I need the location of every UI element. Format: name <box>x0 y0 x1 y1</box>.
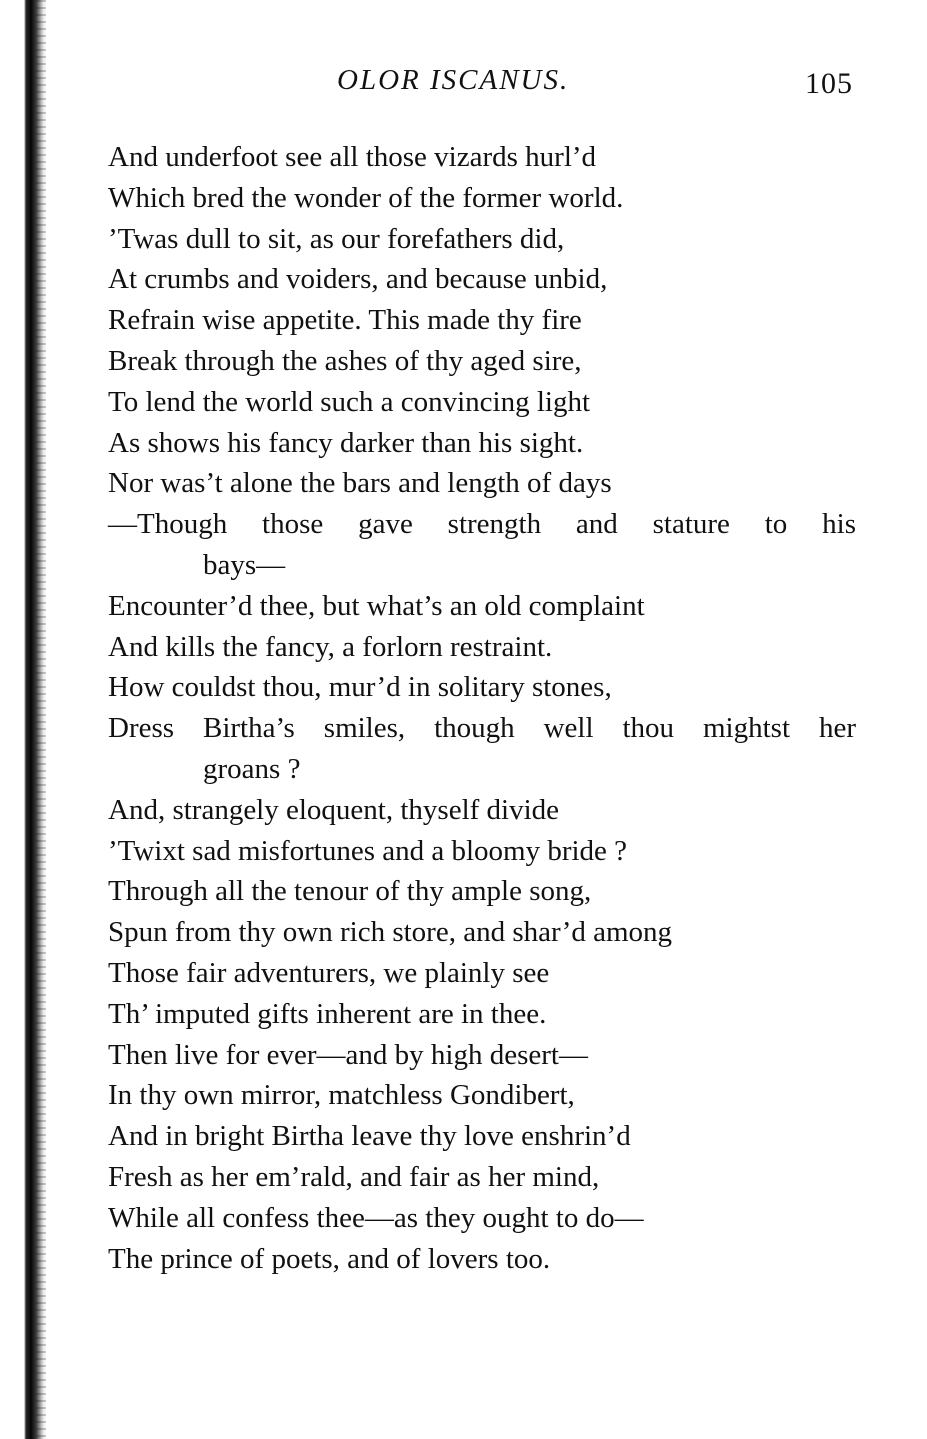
poem-line-runover: groans ? <box>203 752 301 785</box>
poem-line: And underfoot see all those vizards hurl’d <box>108 141 597 173</box>
poem-line: And in bright Birtha leave thy love enshrin’d <box>108 1120 631 1153</box>
running-head <box>0 62 927 102</box>
poem-line: To lend the world such a convincing light <box>108 385 591 418</box>
poem-line: Those fair adventurers, we plainly see <box>108 956 550 989</box>
poem-line: Which bred the wonder of the former world. <box>108 181 624 214</box>
poem-line: As shows his fancy darker than his sight. <box>108 426 584 459</box>
poem-line: Encounter’d thee, but what’s an old complaint <box>108 589 645 622</box>
poem-line: The prince of poets, and of lovers too. <box>108 1242 551 1275</box>
poem-line: ’Twas dull to sit, as our forefathers did, <box>108 222 565 255</box>
poem-line: Break through the ashes of thy aged sire, <box>108 344 582 377</box>
poem-line: At crumbs and voiders, and because unbid, <box>108 263 608 296</box>
poem-line: Through all the tenour of thy ample song, <box>108 875 592 908</box>
poem-line: Dress Birtha’s smiles, though well thou mightst her <box>108 712 856 745</box>
poem-line: Then live for ever—and by high desert— <box>108 1038 588 1071</box>
poem-line: How couldst thou, mur’d in solitary stones, <box>108 671 612 704</box>
poem-line: Refrain wise appetite. This made thy fire <box>108 304 582 337</box>
poem-line: ’Twixt sad misfortunes and a bloomy bride ? <box>108 834 628 867</box>
poem-line: And kills the fancy, a forlorn restraint. <box>108 630 553 663</box>
poem-text <box>108 137 868 1279</box>
poem-line: Nor was’t alone the bars and length of days <box>108 467 612 500</box>
poem-line: In thy own mirror, matchless Gondibert, <box>108 1079 575 1112</box>
poem-line: And, strangely eloquent, thyself divide <box>108 793 560 826</box>
page-number: 105 <box>805 67 853 100</box>
poem-line: —Though those gave strength and stature to his <box>108 508 856 541</box>
poem-line: Spun from thy own rich store, and shar’d among <box>108 916 673 949</box>
poem-line: Th’ imputed gifts inherent are in thee. <box>108 997 547 1030</box>
page-binding-speckle <box>36 0 46 1439</box>
poem-line: While all confess thee—as they ought to do— <box>108 1201 644 1234</box>
poem-line-runover: bays— <box>203 548 286 581</box>
running-title: OLOR ISCANUS. <box>337 64 570 96</box>
poem-line: Fresh as her em’rald, and fair as her mind, <box>108 1160 600 1193</box>
